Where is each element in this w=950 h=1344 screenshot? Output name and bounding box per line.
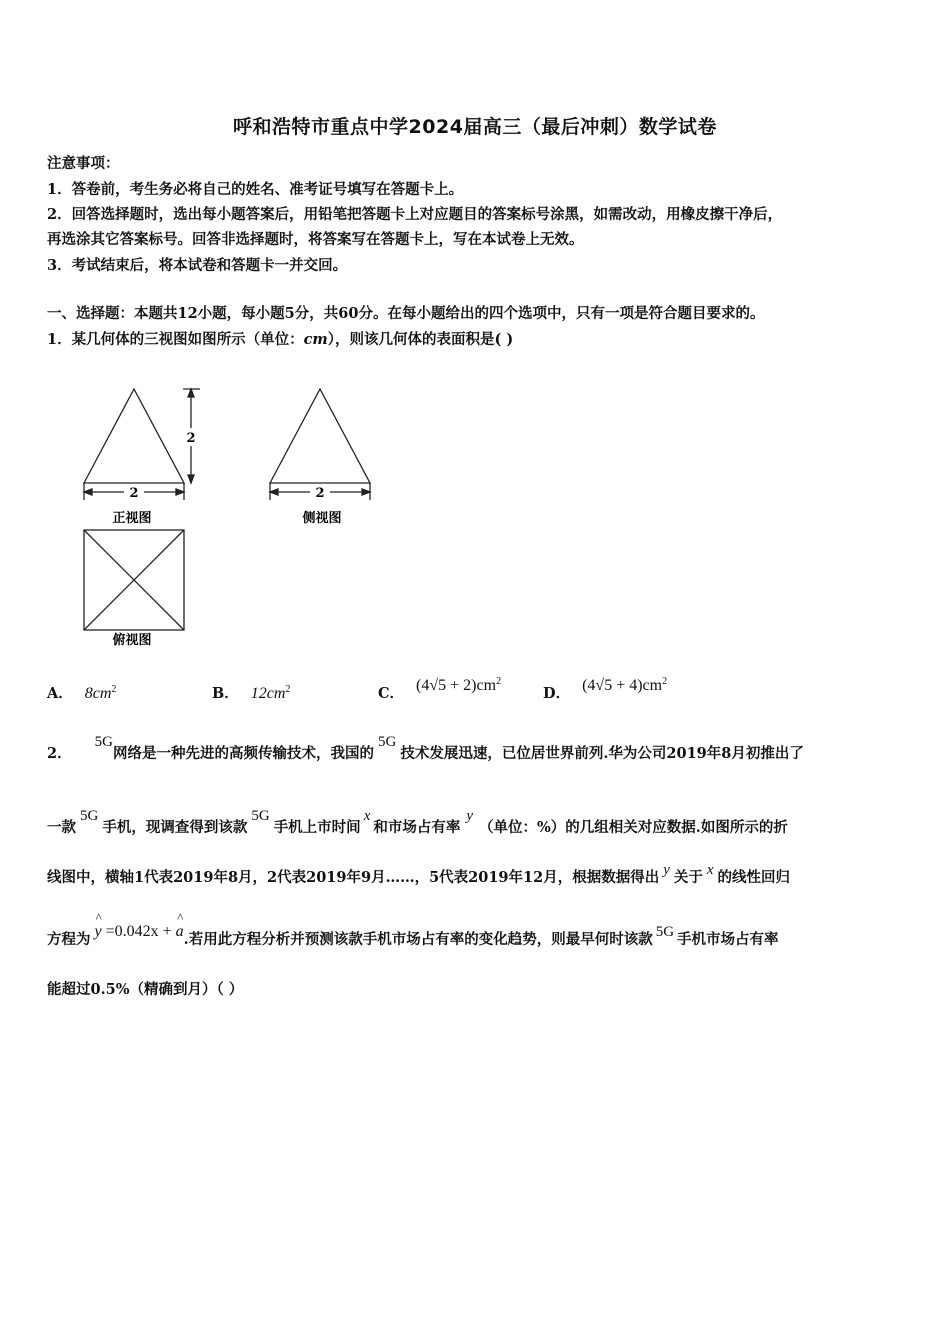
regression-equation [95,923,184,940]
side-width-dim-label: 2 [315,486,325,501]
q2-5g-1: 5G [94,734,113,750]
q2-5g-2: 5G [378,734,397,750]
q2-var-y: y [466,808,474,824]
q1-option-b[interactable] [212,682,290,703]
q1-stem-part-a: 1．某几何体的三视图如图所示（单位： [47,331,304,348]
q2-line-2 [47,808,788,837]
option-c-exp: 2 [496,676,502,688]
q1-option-d[interactable] [543,676,668,703]
q1-stem-part-b: ），则该几何体的表面积是( ) [327,331,514,348]
notice-item-1: 1．答卷前，考生务必将自己的姓名、准考证号填写在答题卡上。 [47,181,464,198]
q2-line-5: 能超过0.5%（精确到月）（ ） [47,981,244,998]
q2-number: 2． [47,745,72,762]
q2-5g-5: 5G [655,924,675,940]
q2-line2-e: （单位：%）的几组相关对应数据.如图所示的折 [479,819,788,836]
option-b-exp: 2 [285,684,291,696]
eq-middle: =0.042x + [101,923,176,940]
exam-title: 呼和浩特市重点中学2024届高三（最后冲刺）数学试卷 [233,116,717,138]
eq-y-hat: ^ y [95,923,102,941]
notice-heading: 注意事项： [47,155,120,172]
q2-5g-4: 5G [251,808,270,824]
option-d-letter: D． [543,685,571,702]
q2-var-x: x [363,808,371,824]
front-view-triangle [84,389,184,483]
front-view-label: 正视图 [112,511,152,526]
q2-line1-b: 技术发展迅速，已位居世界前列.华为公司2019年8月初推出了 [400,745,804,762]
q1-stem [47,328,513,349]
option-a-letter: A． [47,685,73,702]
q2-line4-a: 方程为 [47,931,91,948]
q2-line2-d: 和市场占有率 [373,819,461,836]
q1-unit: cm [303,331,328,348]
q2-var-x-2: x [706,862,714,878]
option-b-letter: B． [212,685,239,702]
side-view-label: 侧视图 [302,511,342,526]
q2-line3-a: 线图中，横轴1代表2019年8月，2代表2019年9月……，5代表2019年12月，根据数据得出 [47,869,660,886]
section-heading: 一、选择题：本题共12小题，每小题5分，共60分。在每小题给出的四个选项中，只有一项是符合题目要求的。 [47,305,765,322]
front-width-dim-label: 2 [129,486,139,501]
q2-line-1 [47,734,804,763]
q2-line3-c: 的线性回归 [717,869,791,886]
three-view-figure [70,380,410,655]
q2-var-y-2: y [663,862,670,878]
notice-item-2-cont: 再选涂其它答案标号。回答非选择题时，将答案写在答题卡上，写在本试卷上无效。 [47,231,584,248]
option-d-value: (4√5 + 4)cm [582,677,663,694]
q2-line-4 [47,923,779,949]
q2-line2-c: 手机上市时间 [273,819,361,836]
q2-line-3 [47,862,791,887]
q2-5g-3: 5G [80,808,99,824]
q2-line4-b: .若用此方程分析并预测该款手机市场占有率的变化趋势，则最早何时该款 [183,931,653,948]
q2-line3-b: 关于 [673,869,703,886]
option-c-letter: C． [378,685,405,702]
q2-line4-c: 手机市场占有率 [677,931,779,948]
q2-line1-a: 网络是一种先进的高频传输技术，我国的 [113,745,374,762]
option-b-value: 12cm [250,685,286,702]
option-a-exp: 2 [111,684,117,696]
notice-item-2: 2．回答选择题时，选出每小题答案后，用铅笔把答题卡上对应题目的答案标号涂黑，如需改动，用橡皮擦干净后， [47,206,783,223]
option-d-exp: 2 [662,676,668,688]
option-a-value: 8cm [84,685,112,702]
q2-line2-b: 手机，现调查得到该款 [102,819,248,836]
top-view-label: 俯视图 [112,633,152,648]
notice-item-3: 3．考试结束后，将本试卷和答题卡一并交回。 [47,257,348,274]
eq-a-hat: ^ a [176,923,184,941]
q2-line2-a: 一款 [47,819,76,836]
q1-option-c[interactable] [378,676,502,703]
side-view-triangle [270,389,370,483]
option-c-value: (4√5 + 2)cm [416,677,497,694]
q1-option-a[interactable] [47,682,116,703]
height-dim-label: 2 [186,431,196,446]
